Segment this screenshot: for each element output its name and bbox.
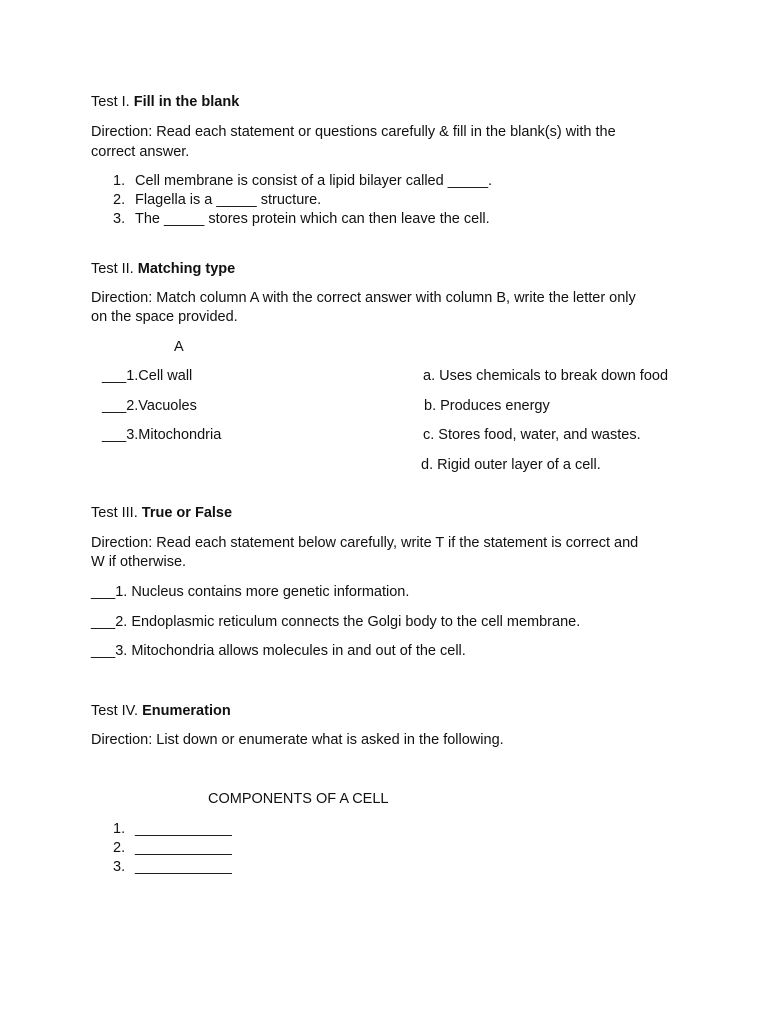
column-a-item: ___2.Vacuoles	[102, 398, 197, 414]
item-number: 3.	[113, 859, 126, 875]
answer-blank: ____________	[135, 821, 232, 837]
test3-prefix: Test III.	[91, 505, 138, 521]
test1-direction-line1: Direction: Read each statement or questions carefully & fill in the blank(s) with the	[91, 124, 616, 140]
test2-heading	[91, 260, 235, 278]
test3-direction-line1: Direction: Read each statement below carefully, write T if the statement is correct and	[91, 535, 639, 551]
item-number: 2.	[113, 840, 126, 856]
item-text: Cell membrane is consist of a lipid bilayer called _____.	[135, 173, 493, 189]
test2-direction-line2: on the space provided.	[91, 309, 238, 325]
column-b-item: d. Rigid outer layer of a cell.	[421, 457, 601, 473]
column-a-item: ___1.Cell wall	[102, 368, 193, 384]
test3-direction-line2: W if otherwise.	[91, 554, 187, 570]
test2-title: Matching type	[137, 261, 236, 277]
test1-item	[113, 210, 490, 228]
item-number: 3.	[113, 211, 126, 227]
test3-item: ___3. Mitochondria allows molecules in and out of the cell.	[91, 643, 466, 659]
enumeration-heading: COMPONENTS OF A CELL	[208, 791, 389, 807]
column-a-header: A	[174, 339, 184, 355]
item-text: Flagella is a _____ structure.	[135, 192, 322, 208]
column-b-item: c. Stores food, water, and wastes.	[423, 427, 641, 443]
column-b-item: b. Produces energy	[424, 398, 550, 414]
test4-prefix: Test IV.	[91, 703, 139, 719]
test3-title: True or False	[141, 505, 233, 521]
test2-prefix: Test II.	[91, 261, 134, 277]
enumeration-item	[113, 839, 232, 857]
test4-heading	[91, 702, 231, 720]
enumeration-item	[113, 820, 232, 838]
test1-item	[113, 172, 492, 190]
enumeration-item	[113, 858, 232, 876]
test1-prefix: Test I.	[91, 94, 130, 110]
test4-direction: Direction: List down or enumerate what is asked in the following.	[91, 732, 504, 748]
test2-direction-line1: Direction: Match column A with the correct answer with column B, write the letter only	[91, 290, 636, 306]
item-text: The _____ stores protein which can then leave the cell.	[135, 211, 490, 227]
test3-item: ___2. Endoplasmic reticulum connects the Golgi body to the cell membrane.	[91, 614, 581, 630]
item-number: 1.	[113, 173, 126, 189]
test1-item	[113, 191, 321, 209]
test1-title: Fill in the blank	[133, 94, 240, 110]
test3-item: ___1. Nucleus contains more genetic information.	[91, 584, 410, 600]
test4-title: Enumeration	[142, 703, 231, 719]
column-a-item: ___3.Mitochondria	[102, 427, 222, 443]
test3-heading	[91, 504, 232, 522]
test1-heading	[91, 93, 239, 111]
answer-blank: ____________	[135, 859, 232, 875]
column-b-item: a. Uses chemicals to break down food	[423, 368, 669, 384]
item-number: 1.	[113, 821, 126, 837]
test1-direction-line2: correct answer.	[91, 144, 190, 160]
item-number: 2.	[113, 192, 126, 208]
answer-blank: ____________	[135, 840, 232, 856]
